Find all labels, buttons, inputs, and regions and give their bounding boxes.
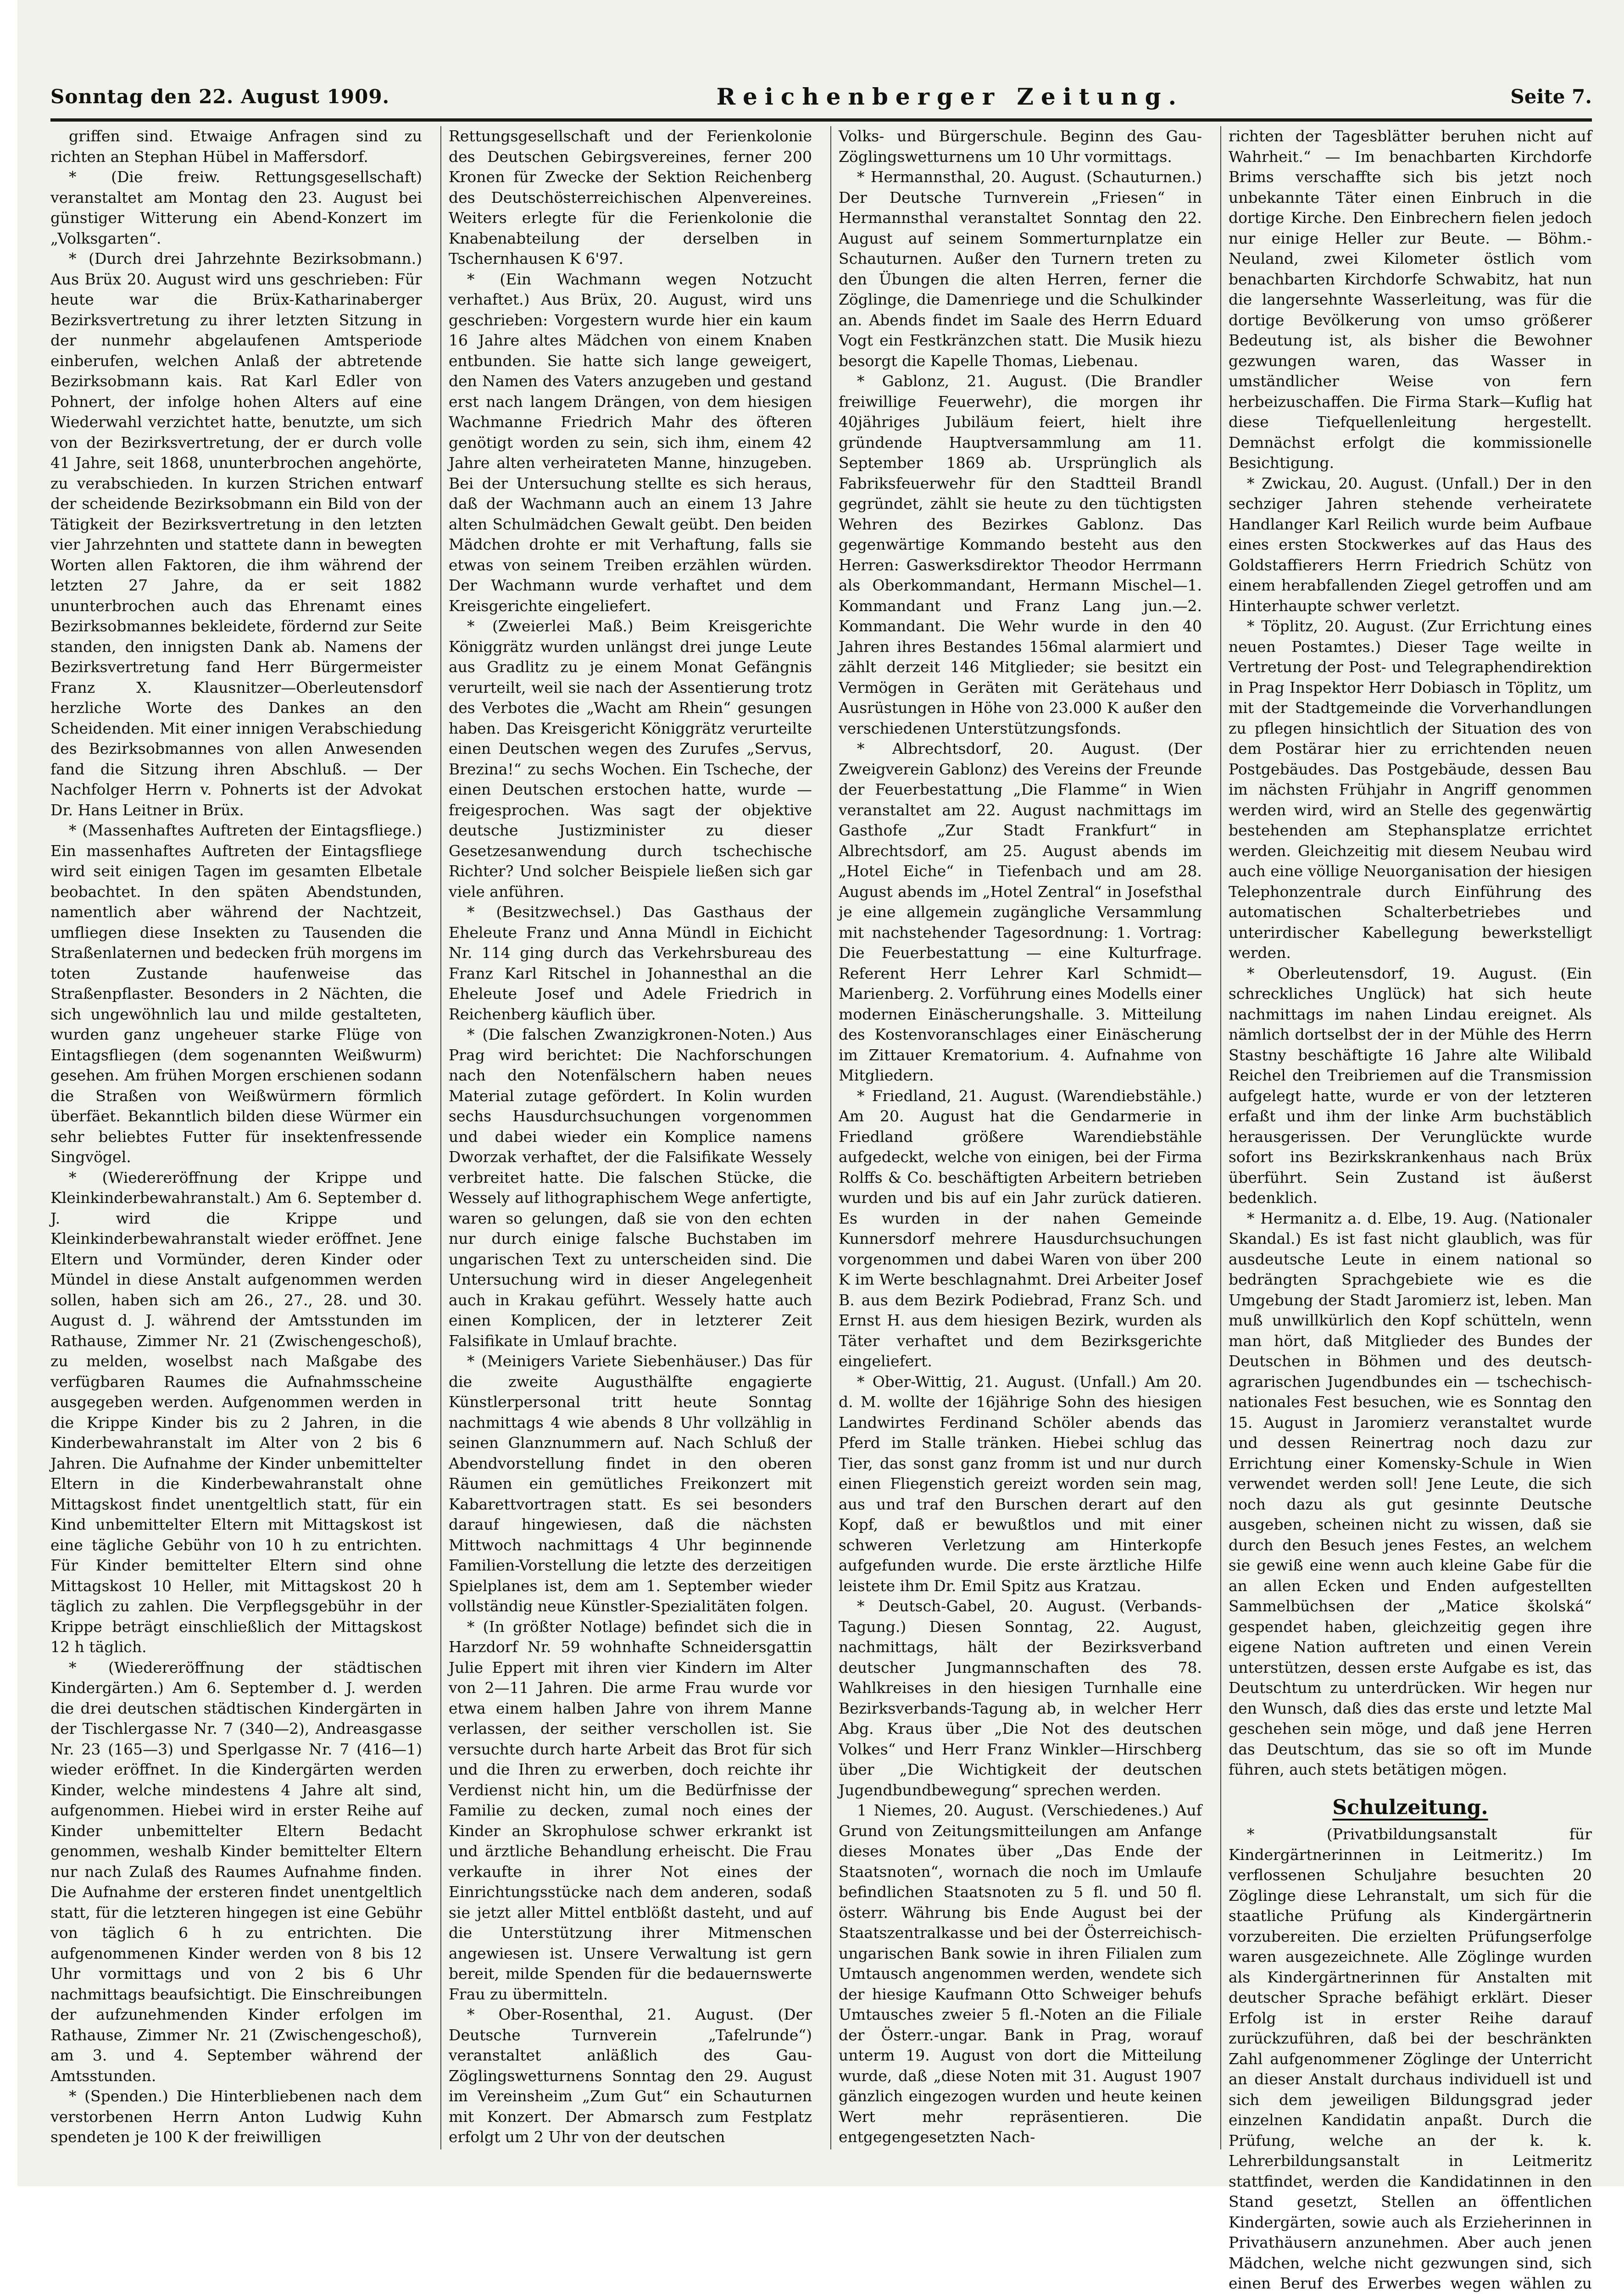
column-3 [830,126,1202,2149]
article-paragraph: * Töplitz, 20. August. (Zur Errichtung eines neuen Postamtes.) Dieser Tage weilte in Vertretung der Post- und Telegraphendirektion in Prag Inspektor Herr Dobiasch in Töplitz, um mit der Stadtgemeinde die Vorverhandlungen zu pflegen hinsichtlich der Situation des von dem Postärar hier zu errichtenden neuen Postgebäudes. Das Postgebäude, dessen Bau im nächsten Frühjahr in Angriff genommen werden wird, wird an Stelle des gegenwärtig bestehenden am Stephansplatze errichtet werden. Gleichzeitig mit diesem Neubau wird auch eine völlige Neuorganisation der hiesigen Telephonzentrale durch Einführung des automatischen Schalterbetriebes und unterirdischer Kabellegung bewerkstelligt werden. [1229,617,1592,962]
article-paragraph: * Ober-Wittig, 21. August. (Unfall.) Am 20. d. M. wollte der 16jährige Sohn des hiesigen Landwirtes Ferdinand Schöler abends das Pferd im Stalle tränken. Hiebei schlug das Tier, das sonst ganz fromm ist und nur durch einen Fliegenstich gereizt worden sein mag, aus und traf den Burschen derart auf den Kopf, daß er bewußtlos und mit einer schweren Verletzung am Hinterkopfe aufgefunden wurde. Die erste ärztliche Hilfe leistete ihm Dr. Emil Spitz aus Kratzau. [839,1372,1202,1595]
scan-margin [0,0,17,2186]
article-paragraph: griffen sind. Etwaige Anfragen sind zu richten an Stephan Hübel in Maffersdorf. [50,127,422,166]
article-paragraph: * Zwickau, 20. August. (Unfall.) Der in den sechziger Jahren stehende verheiratete Handlanger Karl Reilich wurde beim Aufbaue eines ersten Stockwerkes auf das Haus des Goldstaffierers Herrn Friedrich Schütz von einem herabfallenden Ziegel getroffen und am Hinterhaupte schwer verletzt. [1229,474,1592,615]
article-paragraph: * (Wiedereröffnung der städtischen Kindergärten.) Am 6. September d. J. werden die drei deutschen städtischen Kindergärten in der Tischlergasse Nr. 7 (340—2), Andreasgasse Nr. 23 (165—3) und Sperlgasse Nr. 7 (416—1) wieder eröffnet. In die Kindergärten werden Kinder, welche mindestens 4 Jahre alt sind, aufgenommen. Hiebei wird in erster Reihe auf Kinder unbemittelter Eltern Bedacht genommen, weshalb Kinder bemittelter Eltern nur nach Zulaß des Raumes Aufnahme finden. Die Aufnahme der ersteren findet unentgeltlich statt, für die letzteren hingegen ist eine Gebühr von täglich 6 h zu entrichten. Die aufgenommenen Kinder werden von 8 bis 12 Uhr vormittags und von 2 bis 6 Uhr nachmittags beaufsichtigt. Die Einschreibungen der aufzunehmenden Kinder erfolgen im Rathause, Zimmer Nr. 21 (Zwischengeschoß), am 3. und 4. September während der Amtsstunden. [50,1658,422,2085]
article-paragraph: * (Spenden.) Die Hinterbliebenen nach dem verstorbenen Herrn Anton Ludwig Kuhn spendeten je 100 K der freiwilligen [50,2087,422,2146]
article-paragraph: * Hermannsthal, 20. August. (Schauturnen.) Der Deutsche Turnverein „Friesen“ in Hermannsthal veranstaltet Sonntag den 22. August auf seinem Sommerturnplatze ein Schauturnen. Außer den Turnern treten zu den Übungen die alten Herren, ferner die Zöglinge, die Damenriege und die Schulkinder an. Abends findet im Saale des Herrn Eduard Vogt ein Festkränzchen statt. Die Musik hiezu besorgt die Kapelle Thomas, Liebenau. [839,168,1202,370]
column-2 [440,126,812,2149]
article-paragraph: * Hermanitz a. d. Elbe, 19. Aug. (Nationaler Skandal.) Es ist fast nicht glaublich, was für ausdeutsche Leute in einem national so bedrängten Sprachgebiete wie es die Umgebung der Stadt Jaromierz ist, leben. Man muß unwillkürlich den Kopf schütteln, wenn man hört, daß Mitglieder des Bundes der Deutschen in Böhmen und des deutsch-agrarischen Jugendbundes ein — tschechisch-nationales Fest besuchen, wie es Sonntag den 15. August in Jaromierz veranstaltet wurde und dessen Reinertrag noch dazu zur Errichtung einer Komensky-Schule in Wien verwendet werden soll! Jene Leute, die sich noch dazu als gut gesinnte Deutsche ausgeben, scheinen nicht zu wissen, daß sie durch den Besuch jenes Festes, an welchem sie gewiß eine wenn auch kleine Gabe für die an allen Ecken und Enden aufgestellten Sammelbüchsen der „Matice školská“ gespendet haben, gleichzeitig gegen ihre eigene Nation auftreten und einen Verein unterstützen, dessen erste Aufgabe es ist, das Deutschtum zu unterdrücken. Wir hegen nur den Wunsch, daß dies das erste und letzte Mal geschehen sein möge, und daß jene Herren das Deutschtum, das sie so oft im Munde führen, auch stets betätigen mögen. [1229,1209,1592,1778]
column-4 [1220,126,1592,2292]
article-paragraph: richten der Tagesblätter beruhen nicht auf Wahrheit.“ — Im benachbarten Kirchdorfe Brims verschaffte sich bis jetzt noch unbekannte Täter einen Einbruch in die dortige Kirche. Den Einbrechern fielen jedoch nur einige Heller zur Beute. — Böhm.-Neuland, zwei Kilometer östlich vom benachbarten Kirchdorfe Schwabitz, hat nun die langersehnte Wasserleitung, was für die dortige Bevölkerung von umso größerer Bedeutung ist, als bisher die Bewohner gezwungen waren, das Wasser in umständlicher Weise von fern herbeizuschaffen. Die Firma Stark—Kuflig hat diese Tiefquellenleitung hergestellt. Demnächst erfolgt die kommissionelle Besichtigung. [1229,127,1592,472]
article-paragraph: * Ober-Rosenthal, 21. August. (Der Deutsche Turnverein „Tafelrunde“) veranstaltet anläßlich des Gau-Zöglingswetturnens Sonntag den 29. August im Vereinsheim „Zum Gut“ ein Schauturnen mit Konzert. Der Abmarsch zum Festplatz erfolgt um 2 Uhr von der deutschen [449,2005,812,2146]
column-1 [50,126,422,2149]
article-paragraph: * (In größter Notlage) befindet sich die in Harzdorf Nr. 59 wohnhafte Schneidersgattin Julie Eppert mit ihren vier Kindern im Alter von 2—11 Jahren. Die arme Frau wurde vor etwa einem halben Jahre von ihrem Manne verlassen, der seither verschollen ist. Sie versuchte durch harte Arbeit das Brot für sich und die Ihren zu erwerben, doch reichte ihr Verdienst nicht hin, um die Bedürfnisse der Familie zu decken, zumal noch eines der Kinder an Skrophulose schwer erkrankt ist und ärztliche Behandlung erheischt. Die Frau verkaufte in ihrer Not eines der Einrichtungsstücke nach dem anderen, sodaß sie jetzt aller Mittel entblößt dasteht, und auf die Unterstützung ihrer Mitmenschen angewiesen ist. Unsere Verwaltung ist gern bereit, milde Spenden für die bedauernswerte Frau zu übermitteln. [449,1617,812,2003]
article-paragraph: 1 Niemes, 20. August. (Verschiedenes.) Auf Grund von Zeitungsmitteilungen am Anfange dieses Monates über „Das Ende der Staatsnoten“, wornach die noch im Umlaufe befindlichen Staatsnoten zu 5 fl. und 50 fl. österr. Währung bis Ende August bei der Staatszentralkasse und bei der Österreichisch-ungarischen Bank sowie in ihren Filialen zum Umtausch angenommen werden, wendete sich der hiesige Kaufmann Otto Schweiger behufs Umtausches zweier 5 fl.-Noten an die Filiale der Österr.-ungar. Bank in Prag, worauf unterm 19. August von dort die Mitteilung wurde, daß „diese Noten mit 31. August 1907 gänzlich eingezogen wurden und heute keinen Wert mehr repräsentieren. Die entgegengesetzten Nach- [839,1801,1202,2146]
page-header [50,78,1592,115]
page-number: Seite 7. [1510,85,1592,108]
article-paragraph: * (Wiedereröffnung der Krippe und Kleinkinderbewahranstalt.) Am 6. September d. J. wird die Krippe und Kleinkinderbewahranstalt wieder eröffnet. Jene Eltern und Vormünder, deren Kinder oder Mündel in diese Anstalt aufgenommen werden sollen, haben sich am 26., 27., 28. und 30. August d. J. während der Amtsstunden im Rathause, Zimmer Nr. 21 (Zwischengeschoß), zu melden, woselbst nach Maßgabe des verfügbaren Raumes die Aufnahmsscheine ausgegeben werden. Aufgenommen werden in die Krippe Kinder bis zu 2 Jahren, in die Kinderbewahranstalt im Alter von 2 bis 6 Jahren. Die Aufnahme der Kinder unbemittelter Eltern in die Kinderbewahranstalt ohne Mittagskost findet unentgeltlich statt, für ein Kind unbemittelter Eltern mit Mittagskost ist eine tägliche Gebühr von 10 h zu entrichten. Für Kinder bemittelter Eltern sind ohne Mittagskost 10 Heller, mit Mittagskost 20 h täglich zu zahlen. Die Verpflegsgebühr in der Krippe beträgt einschließlich der Mittagskost 12 h täglich. [50,1168,422,1656]
article-paragraph: * Oberleutensdorf, 19. August. (Ein schreckliches Unglück) hat sich heute nachmittags im nahen Lindau ereignet. Als nämlich dortselbst der in der Mühle des Herrn Stastny beschäftigte 16 Jahre alte Wilibald Reichel den Treibriemen auf die Transmission aufgelegt hatte, wurde er von der letzteren erfaßt und ihm der linke Arm buchstäblich herausgerissen. Der Verunglückte wurde sofort ins Bezirkskrankenhaus nach Brüx überführt. Sein Zustand ist äußerst bedenklich. [1229,964,1592,1207]
article-paragraph: * Friedland, 21. August. (Warendiebstähle.) Am 20. August hat die Gendarmerie in Friedland größere Warendiebstähle aufgedeckt, welche von einigen, bei der Firma Rolffs & Co. beschäftigten Arbeitern betrieben wurden und bis auf ein Jahr zurück datieren. Es wurden in der nahen Gemeinde Kunnersdorf mehrere Hausdurchsuchungen vorgenommen und dabei Waren von über 200 K im Werte beschlagnahmt. Drei Arbeiter Josef B. aus dem Bezirk Podiebrad, Franz Sch. und Ernst H. aus dem hiesigen Bezirk, wurden als Täter verhaftet und dem Bezirksgerichte eingeliefert. [839,1086,1202,1370]
article-paragraph: * (Durch drei Jahrzehnte Bezirksobmann.) Aus Brüx 20. August wird uns geschrieben: Für heute war die Brüx-Katharinaberger Bezirksvertretung zu ihrer letzten Sitzung in der nunmehr abgelaufenen Amtsperiode einberufen, welchen Anlaß der abtretende Bezirksobmann kais. Rat Karl Edler von Pohnert, der infolge hohen Alters auf eine Wiederwahl verzichtet hatte, benutzte, um sich von der Bezirksvertretung, der er durch volle 41 Jahre, seit 1868, ununterbrochen angehörte, zu verabschieden. In kurzen Strichen entwarf der scheidende Bezirksobmann ein Bild von der Tätigkeit der Bezirksvertretung in den letzten vier Jahrzehnten und stattete dann in bewegten Worten allen Faktoren, die ihm während der letzten 27 Jahre, da er seit 1882 ununterbrochen auch das Ehrenamt eines Bezirksobmannes bekleidete, fördernd zur Seite standen, den innigsten Dank ab. Namens der Bezirksvertretung fand Herr Bürgermeister Franz X. Klausnitzer—Oberleutensdorf herzliche Worte des Dankes an den Scheidenden. Mit einer innigen Verabschiedung des Bezirksobmannes von allen Anwesenden fand die Sitzung ihren Abschluß. — Der Nachfolger Herrn v. Pohnerts ist der Advokat Dr. Hans Leitner in Brüx. [50,250,422,819]
article-paragraph: * (Zweierlei Maß.) Beim Kreisgerichte Königgrätz wurden unlängst drei junge Leute aus Gradlitz zu je einem Monat Gefängnis verurteilt, weil sie nach der Assentierung trotz des Verbotes die „Wacht am Rhein“ gesungen haben. Das Kreisgericht Königgrätz verurteilte einen Deutschen wegen des Zurufes „Servus, Brezina!“ zu sechs Wochen. Ein Tscheche, der einen Deutschen erstochen hatte, wurde — freigesprochen. Was sagt der objektive deutsche Justizminister zu dieser Gesetzesanwendung durch tschechische Richter? Und solcher Beispiele ließen sich gar viele anführen. [449,617,812,901]
article-paragraph: * (Besitzwechsel.) Das Gasthaus der Eheleute Franz und Anna Mündl in Eichicht Nr. 114 ging durch das Verkehrsbureau des Franz Karl Ritschel in Johannesthal an die Eheleute Josef und Adele Friedrich in Reichenberg käuflich über. [449,903,812,1023]
article-paragraph: Volks- und Bürgerschule. Beginn des Gau-Zöglingswetturnens um 10 Uhr vormittags. [839,127,1202,166]
header-rule [50,118,1592,122]
article-paragraph: * Deutsch-Gabel, 20. August. (Verbands-Tagung.) Diesen Sonntag, 22. August, nachmittags, hält der Bezirksverband deutscher Jungmannschaften des 78. Wahlkreises in den hiesigen Turnhalle eine Bezirksverbands-Tagung ab, in welcher Herr Abg. Kraus über „Die Not des deutschen Volkes“ und Herr Franz Winkler—Hirschberg über „Die Wichtigkeit der deutschen Jugendbundbewegung“ sprechen werden. [839,1597,1202,1799]
newspaper-title: Reichenberger Zeitung. [716,83,1184,110]
article-paragraph: * Gablonz, 21. August. (Die Brandler freiwillige Feuerwehr), die morgen ihr 40jähriges Jubiläum feiert, hielt ihre gründende Hauptversammlung am 11. September 1869 ab. Ursprünglich als Fabriksfeuerwehr für den Stadtteil Brandl gegründet, zählt sie heute zu den tüchtigsten Wehren des Bezirkes Gablonz. Das gegenwärtige Kommando besteht aus den Herren: Gaswerksdirektor Theodor Herrmann als Oberkommandant, Hermann Mischel—1. Kommandant und Franz Lang jun.—2. Kommandant. Die Wehr wurde in den 40 Jahren ihres Bestandes 156mal alarmiert und zählt derzeit 146 Mitglieder; sie besitzt ein Vermögen in Geräten mit Gerätehaus und Ausrüstungen in Höhe von 23.000 K außer den verschiedenen Unterstützungsfonds. [839,372,1202,737]
article-paragraph: * Albrechtsdorf, 20. August. (Der Zweigverein Gablonz) des Vereins der Freunde der Feuerbestattung „Die Flamme“ in Wien veranstaltet am 22. August nachmittags im Gasthofe „Zur Stadt Frankfurt“ in Albrechtsdorf, am 25. August abends im „Hotel Eiche“ in Tiefenbach und am 28. August abends im „Hotel Zentral“ in Josefsthal je eine allgemein zugängliche Versammlung mit nachstehender Tagesordnung: 1. Vortrag: Die Feuerbestattung — eine Kulturfrage. Referent Herr Lehrer Karl Schmidt—Marienberg. 2. Vorführung eines Modells einer modernen Einäscherungshalle. 3. Mitteilung des Kostenvoranschlages einer Einäscherung im Zittauer Krematorium. 4. Aufnahme von Mitgliedern. [839,740,1202,1084]
issue-date: Sonntag den 22. August 1909. [50,85,390,108]
article-paragraph: * (Ein Wachmann wegen Notzucht verhaftet.) Aus Brüx, 20. August, wird uns geschrieben: Vorgestern wurde hier ein kaum 16 Jahre altes Mädchen von einem Knaben entbunden. Sie hatte sich lange geweigert, den Namen des Vaters anzugeben und gestand erst nach langem Drängen, von dem hiesigen Wachmanne Friedrich Mahr des öfteren genötigt worden zu sein, sich ihm, einem 42 Jahre alten verheirateten Manne, hinzugeben. Bei der Untersuchung stellte es sich heraus, daß der Wachmann auch an einem 13 Jahre alten Schulmädchen Gewalt geübt. Den beiden Mädchen drohte er mit Verhaftung, falls sie etwas von seinem Treiben erzählen würden. Der Wachmann wurde verhaftet und dem Kreisgerichte eingeliefert. [449,270,812,615]
article-paragraph: * (Meinigers Variete Siebenhäuser.) Das für die zweite Augusthälfte engagierte Künstlerpersonal tritt heute Sonntag nachmittags 4 wie abends 8 Uhr vollzählig in seinen Glanznummern auf. Nach Schluß der Abendvorstellung findet in den oberen Räumen ein gemütliches Freikonzert mit Kabarettvortragen statt. Es sei besonders darauf hingewiesen, daß die nächsten Mittwoch nachmittags 4 Uhr beginnende Familien-Vorstellung die letzte des derzeitigen Spielplanes ist, dem am 1. September wieder vollständig neue Künstler-Spezialitäten folgen. [449,1352,812,1615]
article-paragraph: * (Die freiw. Rettungsgesellschaft) veranstaltet am Montag den 23. August bei günstiger Witterung ein Abend-Konzert im „Volksgarten“. [50,168,422,247]
article-columns [50,126,1592,2292]
article-paragraph: * (Privatbildungsanstalt für Kindergärtnerinnen in Leitmeritz.) Im verflossenen Schuljahre besuchten 20 Zöglinge diese Lehranstalt, um sich für die staatliche Prüfung als Kindergärtnerin vorzubereiten. Die erzielten Prüfungserfolge waren ausgezeichnete. Alle Zöglinge wurden als Kindergärtnerinnen für Anstalten mit deutscher Sprache befähigt erklärt. Dieser Erfolg ist in erster Reihe darauf zurückzuführen, daß bei der beschränkten Zahl aufgenommener Zöglinge der Unterricht an dieser Anstalt durchaus individuell ist und sich dem jeweiligen Bildungsgrad jeder einzelnen Kandidatin anpaßt. Durch die Prüfung, welche an der k. k. Lehrerbildungsanstalt in Leitmeritz stattfindet, werden die Kandidatinnen in den Stand gesetzt, Stellen an öffentlichen Kindergärten, sowie auch als Erzieherinnen in Privathäusern anzunehmen. Aber auch jenen Mädchen, welche nicht gezwungen sind, sich einen Beruf des Erwerbes wegen wählen zu [1229,1825,1592,2292]
article-paragraph: Rettungsgesellschaft und der Ferienkolonie des Deutschen Gebirgsvereines, ferner 200 Kronen für Zwecke der Sektion Reichenberg des Deutschösterreichischen Alpenvereines. Weiters erlegte für die Ferienkolonie die Knabenabteilung der derselben in Tschernhausen K 6'97. [449,127,812,267]
article-paragraph: * (Die falschen Zwanzigkronen-Noten.) Aus Prag wird berichtet: Die Nachforschungen nach den Notenfälschern haben neues Material zutage gefördert. In Kolin wurden sechs Hausdurchsuchungen vorgenommen und dabei wieder ein Komplice namens Dworzak verhaftet, der die Falsifikate Wessely verbreitet hatte. Die falschen Stücke, die Wessely auf lithographischem Wege anfertigte, waren so gelungen, daß sie von den echten nur durch einige falsche Buchstaben im ungarischen Text zu unterscheiden sind. Die Untersuchung wird in dieser Angelegenheit auch in Krakau geführt. Wessely hatte auch einen Komplicen, der in letzterer Zeit Falsifikate in Umlauf brachte. [449,1025,812,1350]
article-paragraph: * (Massenhaftes Auftreten der Eintagsfliege.) Ein massenhaftes Auftreten der Eintagsfliege wird seit einigen Tagen im gesamten Elbetale beobachtet. In den späten Abendstunden, namentlich aber während der Nachtzeit, umfliegen diese Insekten zu Tausenden die Straßenlaternen und bedecken früh morgens im toten Zustande haufenweise das Straßenpflaster. Besonders in 2 Nächten, die sich ungewöhnlich lau und milde gestalteten, wurden ganz ungeheuer starke Flüge von Eintagsfliegen (dem sogenannten Weißwurm) gesehen. Am frühen Morgen erschienen sodann die Straßen von Weißwürmern förmlich überfäet. Bekanntlich bilden diese Würmer ein sehr beliebtes Futter für insektenfressende Singvögel. [50,821,422,1166]
section-heading: Schulzeitung. [1332,1795,1488,1819]
